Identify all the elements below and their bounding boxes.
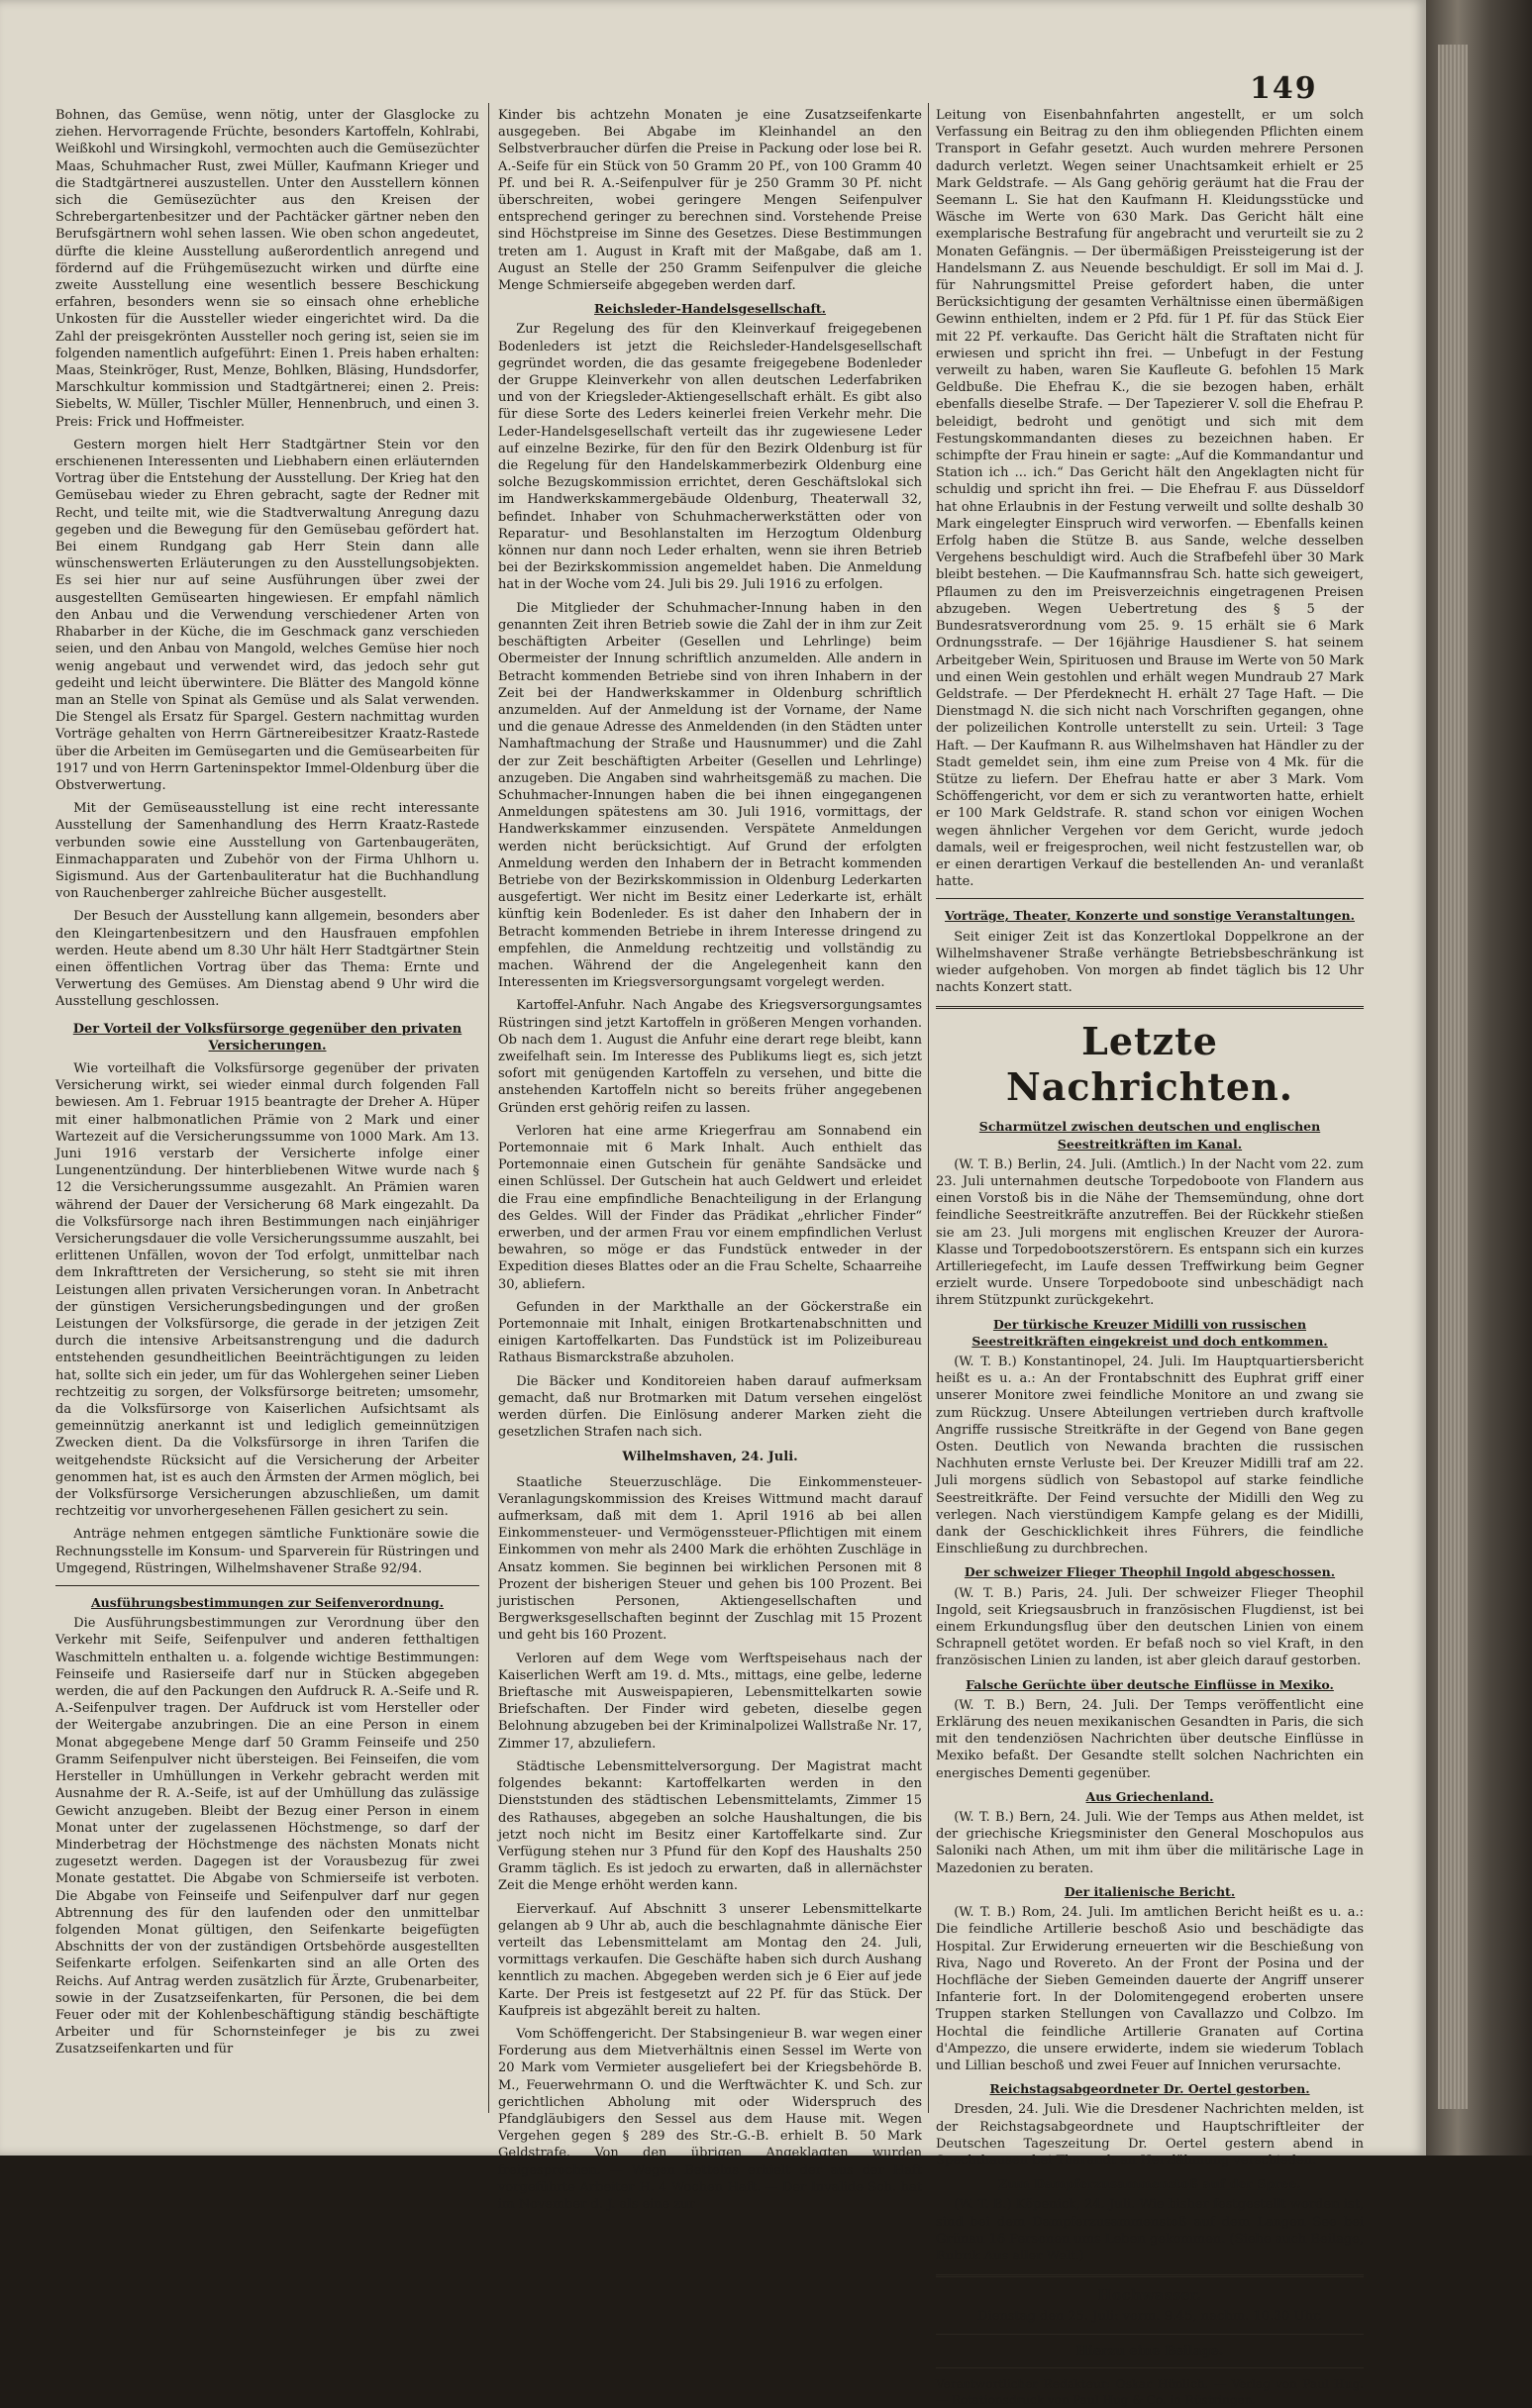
heading-scharmuetzel: Scharmützel zwischen deutschen und englischen Seestreitkräften im Kanal. <box>978 1119 1321 1152</box>
article-baecker: Die Bäcker und Konditoreien haben darauf aufmerksam gemacht, daß nur Brotmarken mit Datum versehen eingelöst werden dürfen. Die Einlösung anderer Marken zieht die gesetzlichen Strafen nach sich. <box>498 1373 922 1441</box>
column-3 <box>936 107 1364 2407</box>
hochwasser-times: Dienstag den 25. Juli: vorm. 9.45, nachm. 10.30 Uhr. <box>977 2309 1322 2325</box>
heading-spree: Zum Dampferzusammenstoß auf der Spree. <box>998 2176 1301 2192</box>
article-paragraph: Wie vorteilhaft die Volksfürsorge gegenüber der privaten Versicherung wirkt, sei wieder einmal durch folgenden Fall bewiesen. Am 1. Februar 1915 beantragte der Dreher A. Hüper mit einer halbmonatlichen Prämie von 2 Mark und einer Wartezeit auf die Versicherungssumme von 1000 Mark. Am 13. Juni 1916 verstarb der Versicherte infolge einer Lungenentzündung. Der hinterbliebenen Witwe wurde nach § 12 die Versicherungssumme ausgezahlt. An Prämien waren während der Dauer der Versicherung 68 Mark eingezahlt. Da die Volksfürsorge nach ihren Bestimmungen nach einjähriger Versicherungsdauer die volle Versicherungssumme auszahlt, bei erlittenen Unfällen, wovon der Tod erfolgt, unmittelbar nach dem Inkrafttreten der Versicherung, so steht sie mit ihren Leistungen allen privaten Versicherungen voran. In Anbetracht der günstigen Versicherungsbedingungen und der großen Leistungen der Volksfürsorge, die gerade in der jetzigen Zeit durch die intensive Arbeitsanstrengung und die dadurch entstehenden gesundheitlichen Beeinträchtigungen zu leiden hat, sollte sich ein jeder, um für das Wohlergehen seiner Lieben rechtzeitig zu sorgen, der Volksfürsorge beitreten; umsomehr, da die Volksfürsorge von Kaiserlichen Aufsichtsamt als gemeinnützig anerkannt ist und lediglich gemeinnützigen Zwecken dient. Da die Volksfürsorge in ihren Tarifen die weitgehendste Rücksicht auf die Versicherung der Arbeiter genommen hat, ist es auch den Ärmsten der Armen möglich, bei der Volksfürsorge Versicherungen abzuschließen, um damit rechtzeitig vor unvorhergesehenen Fällen gesichert zu sein. <box>55 1060 479 1520</box>
beilage-note: Hierzu eine Beilage. <box>1075 2343 1224 2358</box>
heading-vortraege: Vorträge, Theater, Konzerte und sonstige Veranstaltungen. <box>945 908 1355 924</box>
article-ingold: (W. T. B.) Paris, 24. Juli. Der schweizer Flieger Theophil Ingold, seit Kriegsausbruch in französischen Flugdienst, ist bei einem Erkundungsflug über den deutschen Linien von einem Schrapnell getötet worden. Er befaß noch so viel Kraft, in den französischen Linien zu landen, ist aber gleich darauf gestorben. <box>936 1585 1364 1669</box>
article-paragraph: Gestern morgen hielt Herr Stadtgärtner Stein vor den erschienenen Interessenten und Liebhabern einen erläuternden Vortrag über die Entstehung der Ausstellung. Der Krieg hat den Gemüsebau wieder zu Ehren gebracht, sagte der Redner mit Recht, und teilte mit, wie die Stadtverwaltung Anregung dazu gegeben und die Bewegung für den Gemüsebau gefördert hat. Bei einem Rundgang gab Herr Stein dann alle wünschenswerten Erläuterungen zu den Ausstellungsobjekten. Es sei hier nur auf seine Ausführungen über zwei der ausgestellten Gemüsearten hingewiesen. Er empfahl nämlich den Anbau und die Verwendung verschiedener Arten von Rhabarber in der Küche, die im Geschmack ganz verschieden seien, und den Anbau von Mangold, welches Gemüse hier noch wenig angebaut und verwendet wird, das jedoch sehr gut gedeiht und leicht überwintere. Die Blätter des Mangold könne man an Stelle von Spinat als Gemüse und als Salat verwenden. Die Stengel als Ersatz für Spargel. Gestern nachmittag wurden Vorträge gehalten von Herrn Gärtnereibesitzer Kraatz-Rastede über die Arbeiten im Gemüsegarten und die Gemüsearbeiten für 1917 und von Herrn Garteninspektor Immel-Oldenburg über die Obstverwertung. <box>55 437 479 793</box>
heading-ingold: Der schweizer Flieger Theophil Ingold abgeschossen. <box>964 1564 1336 1580</box>
article-paragraph: Bohnen, das Gemüse, wenn nötig, unter der Glasglocke zu ziehen. Hervorragende Früchte, besonders Kartoffeln, Kohlrabi, Weißkohl und Wirsingkohl, vermochten auch die Gemüsezüchter Maas, Schuhmacher Rust, zwei Müller, Kaufmann Krieger und die Stadtgärtnerei auszustellen. Unter den Ausstellern können sich die Gemüsezüchter aus den Kreisen der Schrebergartenbesitzer und der Pachtäcker gärtner neben den Berufsgärtnern wohl sehen lassen. Wie oben schon angedeutet, dürfte die kleine Ausstellung außerordentlich anregend und fördernd auf die Frühgemüsezucht wirken und dürfte eine zweite Ausstellung eine wesentlich bessere Beschickung erfahren, besonders wenn sie so einsach ohne erhebliche Unkosten für die Aussteller wieder eingerichtet wird. Da die Zahl der preisgekrönten Aussteller noch gering ist, seien sie im folgenden namentlich aufgeführt: Einen 1. Preis haben erhalten: Maas, Steinkröger, Rust, Menze, Bohlken, Bläsing, Hundsdorfer, Marschkultur kommission und Stadtgärtnerei; einen 2. Preis: Siebelts, W. Müller, Tischler Müller, Hennenbruch, und einen 3. Preis: Frick und Hoffmeister. <box>55 108 479 430</box>
divider <box>936 2334 1364 2335</box>
heading-volksfuersorge: Der Vorteil der Volksfürsorge gegenüber den privaten Versicherungen. <box>72 1021 462 1054</box>
article-paragraph: Leitung von Eisenbahnfahrten angestellt, er um solch Verfassung ein Beitrag zu den ihm obliegenden Pflichten einem Transport in Gefahr gesetzt. Auch wurden mehrere Personen dadurch verletzt. Wegen seiner Unachtsamkeit erhielt er 25 Mark Geldstrafe. — Als Gang gehörig geräumt hat die Frau der Seemann L. Sie hat den Kaufmann H. Kleidungsstücke und Wäsche im Werte von 630 Mark. Das Gericht hält eine exemplarische Bestrafung für angebracht und verurteilt sie zu 2 Monaten Gefängnis. — Der übermäßigen Preissteigerung ist der Handelsmann Z. aus Neuende beschuldigt. Er soll im Mai d. J. für Nahrungsmittel Preise gefordert haben, die unter Berücksichtigung der gesamten Verhältnisse einen übermäßigen Gewinn enthielten, indem er 2 Pfd. für 1 Pf. für das Stück Eier mit 22 Pf. verkaufte. Das Gericht hält die Straftaten nicht für erwiesen und spricht ihn frei. — Unbefugt in der Festung verweilt zu haben, waren Sie Kaufleute G. befohlen 15 Mark Geldbuße. Die Ehefrau K., die sie bezogen haben, erhält ebenfalls dieselbe Strafe. — Der Tapezierer V. soll die Ehefrau P. beleidigt, bedroht und genötigt und sich mit dem Festungskommandanten dieses zu bezeichnen haben. Er schimpfte der Frau hinein er sagte: „Auf die Kommandantur und Station ich ... ich.“ Das Gericht hält den Angeklagten nicht für schuldig und spricht ihn frei. — Die Ehefrau F. aus Düsseldorf hat ohne Erlaubnis in der Festung verweilt und sollte deshalb 30 Mark eingelegter Einspruch wird verworfen. — Ebenfalls keinen Erfolg haben die Stütze B. aus Sande, welche desselben Vergehens beschuldigt wird. Auch die Strafbefehl über 30 Mark bleibt bestehen. — Die Kaufmannsfrau Sch. hatte sich geweigert, Pflaumen zu den im Preisverzeichnis eingetragenen Preisen abzugeben. Wegen Uebertretung des § 5 der Bundesratsverordnung vom 25. 9. 15 erhält sie 6 Mark Ordnungsstrafe. — Der 16jährige Hausdiener S. hat seinem Arbeitgeber Wein, Spirituosen und Brause im Werte von 50 Mark und einen Wein gestohlen und erhält wegen Mundraub 27 Mark Geldstrafe. — Der Pferdeknecht H. erhält 27 Tage Haft. — Die Dienstmagd N. die sich nicht nach Vorschriften gegangen, ohne der polizeilichen Kontrolle unterstellt zu sein. Urteil: 3 Tage Haft. — Der Kaufmann R. aus Wilhelmshaven hat Händler zu der Stadt gemeldet sein, ihm eine zum Preise von 4 Mk. für die Stütze zu liefern. Der Ehefrau hatte er aber 3 Mark. Vom Schöffengericht, vor dem er sich zu verantworten hatte, erhielt er 100 Mark Geldstrafe. R. stand schon vor einigen Wochen wegen ähnlicher Vergehen vor dem Gericht, wurde jedoch damals, weil er freigesprochen, weil nicht festzustellen war, ob er einen derartigen Verkauf die bestellenden An- und veranlaßt hatte. <box>936 108 1364 890</box>
article-verloren-2: Verloren auf dem Wege vom Werftspeisehaus nach der Kaiserlichen Werft am 19. d. Mts., mittags, eine gelbe, lederne Brieftasche mit Ausweispapieren, Lebensmittelkarten sowie Briefschaften. Der Finder wird gebeten, dieselbe gegen Belohnung abzugeben bei der Kriminalpolizei Wallstraße Nr. 17, Zimmer 17, abzuliefern. <box>498 1651 922 1752</box>
article-kartoffel: Kartoffel-Anfuhr. Nach Angabe des Kriegsversorgungsamtes Rüstringen sind jetzt Kartoffeln in größeren Mengen vorhanden. Ob nach dem 1. August die Anfuhr eine derart rege bleibt, kann zweifelhaft sein. Im Interesse des Publikums liegt es, sich jetzt sofort mit genügenden Kartoffeln zu versehen, und bitte die anstehenden Kartoffeln nicht so bereits früher angegebenen Gründen erst gehörig reifen zu lassen. <box>498 998 922 1116</box>
heading-griechenland: Aus Griechenland. <box>1085 1788 1214 1804</box>
divider <box>936 2274 1364 2277</box>
article-paragraph: Kinder bis achtzehn Monaten je eine Zusatzseifenkarte ausgegeben. Bei Abgabe im Kleinhandel an den Selbstverbraucher dürfen die Preise in Packung oder lose bei R. A.-Seife für ein Stück von 50 Gramm 20 Pf., von 100 Gramm 40 Pf. und bei R. A.-Seifenpulver für je 250 Gramm 30 Pf. nicht überschreiten, wobei geringere Mengen Seifenpulver entsprechend geringer zu berechnen sind. Vorstehende Preise sind Höchstpreise im Sinne des Gesetzes. Diese Bestimmungen treten am 1. August in Kraft mit der Maßgabe, daß am 1. August an Stelle der 250 Gramm Seifenpulver die gleiche Menge Schmierseife abgegeben werden darf. <box>498 108 922 294</box>
article-mexiko: (W. T. B.) Bern, 24. Juli. Der Temps veröffentlicht eine Erklärung des neuen mexikanischen Gesandten in Paris, die sich mit den tendenziösen Nachrichten über deutsche Einflüsse in Mexiko befaßt. Der Gesandte stellt solchen Nachrichten ein energisches Dementi gegenüber. <box>936 1697 1364 1781</box>
article-oertel: Dresden, 24. Juli. Wie die Dresdener Nachrichten melden, ist der Reichstagsabgeordnete und Hauptschriftleiter der Deutschen Tageszeitung Dr. Oertel gestern abend in Spechthausen bei Tharandt an Herzlähmung verschieden. <box>936 2102 1364 2168</box>
article-schoeffengericht: Vom Schöffengericht. Der Stabsingenieur B. war wegen einer Forderung aus dem Mietverhältnis einen Sessel im Werte von 20 Mark vom Vermieter ausgeliefert bei der Kriegsbehörde B. M., Feuerwehrmann O. und die Werftwächter K. und Sch. zur gerichtlichen Abholung mit oder Widerspruch des Pfandgläubigers den Sessel aus dem Hause mit. Wegen Vergehen gegen § 289 des Str.-G.-B. erhielt B. 50 Mark Geldstrafe. Von den übrigen Angeklagten wurden freigesprochen. — Wegen Bettelns erhielt der aus der Haft vorgeführte Arbeiter H. 4 Wochen Haft. — Der Invalide Sch. hat im November d. J. als eine zur <box>498 2026 922 2212</box>
section-title-letzte-nachrichten: Letzte Nachrichten. <box>1006 1019 1293 1110</box>
divider <box>936 898 1364 899</box>
article-paragraph: Mit der Gemüseausstellung ist eine recht interessante Ausstellung der Samenhandlung des Herrn Kraatz-Rastede verbunden sowie eine Ausstellung von Gartenbaugeräten, Einmachapparaten und Zubehör von der Firma Uhlhorn u. Sigismund. Aus der Gartenbauliteratur hat die Buchhandlung von Rauchenberger zahlreiche Bücher ausgestellt. <box>55 801 479 902</box>
article-vortraege: Seit einiger Zeit ist das Konzertlokal Doppelkrone an der Wilhelmshavener Straße verhängte Betriebsbeschränkung ist wieder aufgehoben. Von morgen ab findet täglich bis 12 Uhr nachts Konzert statt. <box>936 929 1364 996</box>
article-lebensmittel: Städtische Lebensmittelversorgung. Der Magistrat macht folgendes bekannt: Kartoffelkarten werden in den Dienststunden des städtischen Lebensmittelamts, Zimmer 15 des Rathauses, abgegeben an solche Haushaltungen, die bis jetzt noch nicht im Besitz einer Kartoffelkarte sind. Zur Verfügung stehen nur 3 Pfund für den Kopf des Haushalts 250 Gramm täglich. Es ist jedoch zu erwarten, daß in allernächster Zeit die Menge erhöht werden kann. <box>498 1758 922 1894</box>
heading-mexiko: Falsche Gerüchte über deutsche Einflüsse in Mexiko. <box>966 1676 1334 1692</box>
imprint: Verantwortlicher Redakteur: Oskar Hünlich. — Verlag von Paul Hug. — Rotationsdruck von Paul Hug & Co. in Rüstringen. <box>936 2376 1364 2407</box>
column-rule-2 <box>928 103 929 2113</box>
heading-reichsleder: Reichsleder-Handelsgesellschaft. <box>594 301 826 317</box>
divider <box>55 1585 479 1586</box>
article-eier: Eierverkauf. Auf Abschnitt 3 unserer Lebensmittelkarte gelangen ab 9 Uhr ab, auch die beschlagnahmte dänische Eier verteilt das Lebensmittelamt am Montag den 24. Juli, vormittags verkaufen. Die Geschäfte haben sich durch Aushang kenntlich zu machen. Abgegeben werden sich je 6 Eier auf jede Karte. Der Preis ist festgesetzt auf 22 Pf. für das Stück. Der Kaufpreis ist abgezählt bereit zu halten. <box>498 1901 922 2019</box>
article-steuer: Staatliche Steuerzuschläge. Die Einkommensteuer-Veranlagungskommission des Kreises Wittmund macht darauf aufmerksam, daß mit dem 1. April 1916 ab bei allen Einkommensteuer- und Vermögenssteuer-Pflichtigen mit einem Einkommen von mehr als 2400 Mark die erhöhten Zuschläge in Ansatz kommen. Sie beginnen bei wirklichen Personen mit 8 Prozent der bisherigen Steuer und gehen bis 100 Prozent. Bei juristischen Personen, Aktiengesellschaften und Bergwerksgesellschaften beginnt der Zuschlag mit 15 Prozent und geht bis 160 Prozent. <box>498 1474 922 1644</box>
article-paragraph: Anträge nehmen entgegen sämtliche Funktionäre sowie die Rechnungsstelle im Konsum- und Sparverein für Rüstringen und Umgegend, Rüstringen, Wilhelmshavener Straße 92/94. <box>55 1527 479 1576</box>
article-spree: (W. T. B.) Köpenick, 24. Juli. Wie bisher festgestellt worden ist, sind bei dem Dampferzusammenstoß auf dem Langen See bei Grünau 16 Personen ums Leben gekommen. (Siehe auch Beilage, Rubrik Aus aller Welt.) <box>936 2197 1364 2263</box>
heading-midilli: Der türkische Kreuzer Midilli von russischen Seestreitkräften eingekreist und doch entkommen. <box>971 1316 1328 1349</box>
article-paragraph: Zur Regelung des für den Kleinverkauf freigegebenen Bodenleders ist jetzt die Reichsleder-Handelsgesellschaft gegründet worden, die das gesamte freigegebene Bodenleder der Gruppe Kleinverkehr von allen deutschen Lederfabriken und von der Kriegsleder-Aktiengesellschaft erhält. Es gibt also für diese Sorte des Leders keinerlei freien Verkehr mehr. Die Leder-Handelsgesellschaft verteilt das ihr zugewiesene Leder auf einzelne Bezirke, für den für den Bezirk Oldenburg ist für die Regelung für den Handelskammerbezirk Oldenburg eine solche Bezugskommission errichtet, deren Geschäftslokal sich im Handwerkskammergebäude Oldenburg, Theaterwall 32, befindet. Inhaber von Schuhmacherwerkstätten oder von Reparatur- und Besohlanstalten im Herzogtum Oldenburg können nur dann noch Leder erhalten, wenn sie ihren Betrieb bei der Bezirkskommission angemeldet haben. Die Anmeldung hat in der Woche vom 24. Juli bis 29. Juli 1916 zu erfolgen. <box>498 322 922 593</box>
page-edges <box>1438 45 1468 2109</box>
article-gefunden: Gefunden in der Markthalle an der Göckerstraße ein Portemonnaie mit Inhalt, einigen Brotkartenabschnitten und einigen Kartoffelkarten. Das Fundstück ist im Polizeibureau Rathaus Bismarckstraße abzuholen. <box>498 1299 922 1366</box>
page-number: 149 <box>1250 71 1318 106</box>
heading-seifenverordnung: Ausführungsbestimmungen zur Seifenverordnung. <box>90 1595 445 1611</box>
article-paragraph: Die Ausführungsbestimmungen zur Verordnung über den Verkehr mit Seife, Seifenpulver und anderen fetthaltigen Waschmitteln enthalten u. a. folgende wichtige Bestimmungen: Feinseife und Rasierseife darf nur in Stücken abgegeben werden, die auf den Packungen den Aufdruck R. A.-Seife und R. A.-Seifenpulver tragen. Der Aufdruck ist vom Hersteller oder der Weitergabe anzubringen. Die an eine Person in einem Monat abgegebene Menge darf 50 Gramm Feinseife und 250 Gramm Seifenpulver nicht übersteigen. Bei Feinseifen, die vom Hersteller in Umhüllungen in Verkehr gebracht werden mit Ausnahme der R. A.-Seife, ist auf der Umhüllung das zulässige Gewicht anzugeben. Bleibt der Bezug einer Person in einem Monat unter der zugelassenen Höchstmenge, so darf der Minderbetrag der Höchstmenge des nächsten Monats nicht zugesetzt werden. Dagegen ist der Vorausbezug für zwei Monate gestattet. Die Abgabe von Schmierseife ist verboten. Die Abgabe von Feinseife und Seifenpulver darf nur gegen Abtrennung des für den laufenden oder den unmittelbar folgenden Monat gültigen, den Seifenkarte beigefügten Abschnitts der von der zuständigen Ortsbehörde ausgestellten Seifenkarte erfolgen. Seifenkarten sind an alle Orten des Reichs. Auf Antrag werden zusätzlich für Ärzte, Grubenarbeiter, sowie in der Zusatzseifenkarten, für Personen, die bei dem Feuer oder mit der Kohlenbeschäftigung ständig beschäftigte Arbeiter und für Schornsteinfeger je bis zu zwei Zusatzseifenkarten und für <box>55 1616 479 2057</box>
divider <box>936 2367 1364 2368</box>
heading-italien: Der italienische Bericht. <box>1064 1883 1236 1899</box>
article-scharmuetzel: (W. T. B.) Berlin, 24. Juli. (Amtlich.) In der Nacht vom 22. zum 23. Juli unternahmen deutsche Torpedoboote von Flandern aus einen Vorstoß bis in die Nähe der Themsemündung, ohne dort feindliche Seestreitkräfte anzutreffen. Bei der Rückkehr stießen sie am 23. Juli morgens mit englischen Kreuzer der Aurora-Klasse und Torpedobootszerstörern. Es entspann sich ein kurzes Artilleriegefecht, im Laufe dessen Treffwirkung beim Gegner erzielt wurde. Unsere Torpedoboote sind unbeschädigt nach ihrem Stützpunkt zurückgekehrt. <box>936 1156 1364 1309</box>
dateline-wilhelmshaven: Wilhelmshaven, 24. Juli. <box>622 1450 798 1465</box>
article-midilli: (W. T. B.) Konstantinopel, 24. Juli. Im Hauptquartiersbericht heißt es u. a.: An der Frontabschnitt des Euphrat griff einer unserer Monitore zwei feindliche Monitore an und zwang sie zum Rückzug. Unsere Abteilungen vertrieben durch kraftvolle Angriffe russische Streitkräfte in der Gegend von Bane gegen Osten. Deutlich von Newanda brachten die russischen Nachhuten ernste Verluste bei. Der Kreuzer Midilli traf am 22. Juli morgens südlich von Sebastopol auf starke feindliche Seestreitkräfte. Der Feind versuchte der Midilli den Weg zu verlegen. Nach vierstündigem Kampfe gelang es der Midilli, dank der Geschicklichkeit ihres Führers, die feindliche Einschließung zu durchbrechen. <box>936 1354 1364 1557</box>
divider <box>936 1006 1364 1009</box>
column-2 <box>498 107 922 2212</box>
article-paragraph: Der Besuch der Ausstellung kann allgemein, besonders aber den Kleingartenbesitzern und den Hausfrauen empfohlen werden. Heute abend um 8.30 Uhr hält Herr Stadtgärtner Stein einen öffentlichen Vortrag über das Thema: Ernte und Verwertung des Gemüses. Am Dienstag abend 9 Uhr wird die Ausstellung geschlossen. <box>55 909 479 1010</box>
column-1 <box>55 107 479 2107</box>
heading-hochwasser: Hochwasser. <box>1097 2286 1202 2305</box>
article-verloren: Verloren hat eine arme Kriegerfrau am Sonnabend ein Portemonnaie mit 6 Mark Inhalt. Auch enthielt das Portemonnaie einen Gutschein für genähte Sandsäcke und einen Schlüssel. Der Gutschein hat auch Geldwert und erleidet die Frau eine empfindliche Benachteiligung in der Erlangung des Geldes. Will der Finder das Prädikat „ehrlicher Finder“ erwerben, und der armen Frau vor einem empfindlichen Verlust bewahren, so möge er das Fundstück entweder in der Expedition dieses Blattes oder an die Frau Schelte, Schaarreihe 30, abliefern. <box>498 1123 922 1292</box>
article-griechenland: (W. T. B.) Bern, 24. Juli. Wie der Temps aus Athen meldet, ist der griechische Kriegsminister den General Moschopulos aus Saloniki nach Athen, um mit ihm über die militärische Lage in Mazedonien zu beraten. <box>936 1810 1364 1876</box>
article-paragraph: Die Mitglieder der Schuhmacher-Innung haben in den genannten Zeit ihren Betrieb sowie die Zahl der in ihm zur Zeit beschäftigten Arbeiter (Gesellen und Lehrlinge) beim Obermeister der Innung schriftlich anzumelden. Alle andern in Betracht kommenden Betriebe sind von ihren Inhabern in der Zeit bei der Handwerkskammer in Oldenburg schriftlich anzumelden. Auf der Anmeldung ist der Vorname, der Name und die genaue Adresse des Anmeldenden (in den Städten unter Namhaftmachung der Straße und Hausnummer) und die Zahl der zur Zeit beschäftigten Arbeiter (Gesellen und Lehrlinge) anzugeben. Die Angaben sind wahrheitsgemäß zu machen. Die Schuhmacher-Innungen haben die bei ihnen eingegangenen Anmeldungen spätestens am 30. Juli 1916, vormittags, der Handwerkskammer einzusenden. Verspätete Anmeldungen werden nicht berücksichtigt. Auf Grund der erfolgten Anmeldung werden den Inhabern der in Betracht kommenden Betriebe von der Bezirkskommission in Oldenburg Lederkarten ausgefertigt. Wer nicht im Besitz einer Lederkarte ist, erhält künftig kein Bodenleder. Es ist daher den Inhabern der in Betracht kommenden Betriebe in ihrem Interesse dringend zu empfehlen, die Anmeldung rechtzeitig und vollständig zu machen. Während der die Angelegenheit kann den Interessenten im Kriegsversorgungsamt vorgelegt werden. <box>498 600 922 991</box>
column-rule-1 <box>488 103 489 2113</box>
article-italien: (W. T. B.) Rom, 24. Juli. Im amtlichen Bericht heißt es u. a.: Die feindliche Artillerie beschoß Asio und beschädigte das Hospital. Zur Erwiderung erneuerten wir die Beschießung von Riva, Nago und Rovereto. An der Front der Posina und der Hochfläche der Sieben Gemeinden dauerte der Angriff unserer Infanterie fort. In der Dolomitengegend eroberten unsere Truppen starken Stellungen von Cavallazzo und Colbzo. Im Hochtal die feindliche Artillerie Granaten auf Cortina d'Ampezzo, die unsere erwiderte, indem sie wiederum Toblach und Lillian beschoß und zwei Feuer auf Innichen verursachte. <box>936 1905 1364 2073</box>
heading-oertel: Reichstagsabgeordneter Dr. Oertel gestorben. <box>989 2081 1310 2097</box>
